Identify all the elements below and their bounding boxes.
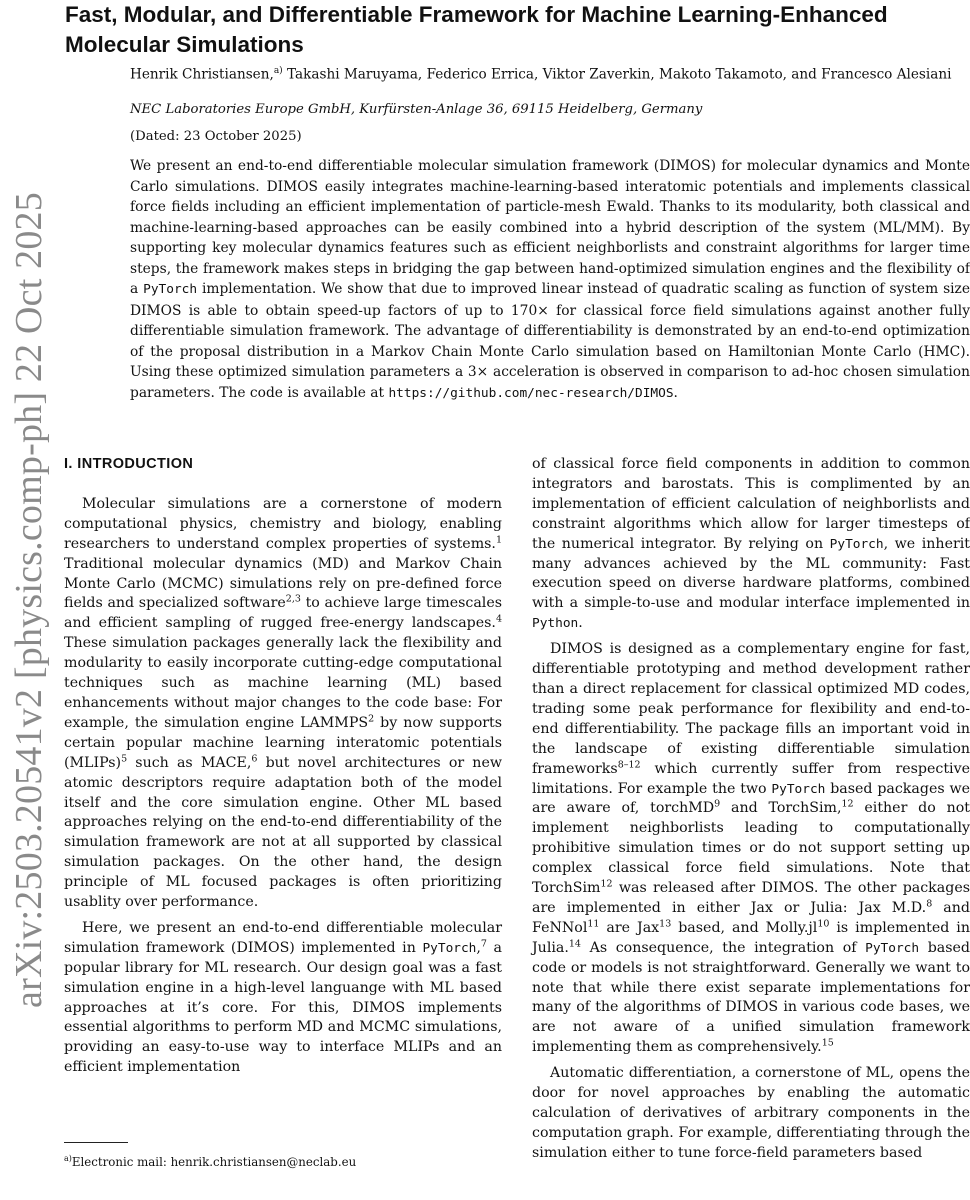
text-span: a popular library for ML research. Our design goal was a fast simulation engine in a high-level languange with ML based approaches at it’s core. For this, DIMOS implements essential algorithms to perform MD and MCMC simulations, providing an easy-to-use way to interface MLIPs and an efficient implementation xyxy=(64,939,502,1076)
citation-ref[interactable]: 1 xyxy=(495,533,502,545)
citation-ref[interactable]: 9 xyxy=(714,798,721,810)
code-pytorch: PyTorch xyxy=(422,940,477,956)
abstract-code-pytorch: PyTorch xyxy=(143,282,198,297)
citation-ref[interactable]: 4 xyxy=(495,613,502,625)
author-footnote-mark: a) xyxy=(273,66,283,76)
citation-ref[interactable]: 10 xyxy=(817,918,830,930)
right-column xyxy=(532,455,970,1164)
arxiv-identifier-stamp xyxy=(0,0,58,1200)
text-span: Here, we present an end-to-end differentiable molecular simulation framework (DIMOS) implemented in xyxy=(64,919,502,956)
date-line: (Dated: 23 October 2025) xyxy=(130,129,302,144)
paper-title: Fast, Modular, and Differentiable Framework for Machine Learning-Enhanced Molecular Simulations xyxy=(65,2,888,57)
text-span: Traditional molecular dynamics (MD) and Markov Chain Monte Carlo (MCMC) simulations rely on pre-defined force fields and specialized software xyxy=(64,555,502,612)
footnote-divider xyxy=(64,1142,128,1143)
text-span: such as MACE, xyxy=(127,754,252,771)
author-first: Henrik Christiansen, xyxy=(130,66,274,83)
text-span: was released after DIMOS. The other packages are implemented in either Jax or Julia: Jax M.D. xyxy=(532,880,970,916)
text-span: are Jax xyxy=(599,919,660,936)
citation-ref[interactable]: 2 xyxy=(368,713,375,725)
arxiv-identifier-text: arXiv:2503.20541v2 [physics.comp-ph] 22 Oct 2025 xyxy=(8,192,50,1008)
intro-paragraph-1 xyxy=(64,495,502,913)
text-span: As consequence, the integration of xyxy=(580,939,866,956)
author-rest: Takashi Maruyama, Federico Errica, Viktor Zaverkin, Makoto Takamoto, and Francesco Alesiani xyxy=(282,66,952,83)
footnote-mark: a) xyxy=(64,1154,72,1163)
text-span: These simulation packages generally lack the flexibility and modularity to easily incorporate cutting-edge computational techniques such as machine learning (ML) based enhancements without major changes to the code base: For example, the simulation engine LAMMPS xyxy=(64,635,502,731)
affiliation: NEC Laboratories Europe GmbH, Kurfürsten-Anlage 36, 69115 Heidelberg, Germany xyxy=(130,102,703,117)
citation-ref[interactable]: 8–12 xyxy=(617,758,641,770)
citation-ref[interactable]: 2,3 xyxy=(285,593,301,605)
code-python: Python xyxy=(532,616,579,632)
text-span: based code or models is not straightforward. Generally we want to note that while there exist separate implementations for many of the algorithms of DIMOS in various code bases, we are not aware of a unified simulation framework implementing them as comprehensively. xyxy=(532,939,970,1056)
left-column xyxy=(64,455,502,1078)
citation-ref[interactable]: 12 xyxy=(841,798,854,810)
citation-ref[interactable]: 11 xyxy=(587,918,600,930)
text-span: of classical force field components in addition to common integrators and barostats. This is complimented by an implementation of efficient calculation of neighborlists and constraint algorithms which allow for larger timesteps of the numerical integrator. By relying on xyxy=(532,456,970,552)
text-span: DIMOS is designed as a complementary engine for fast, differentiable prototyping and method development rather than a direct replacement for classical optimized MD codes, trading some peak performance for flexibility and end-to-end differentiability. The package fills an important void in the landscape of existing differentiable simulation frameworks xyxy=(532,641,970,777)
code-pytorch: PyTorch xyxy=(865,940,920,956)
text-span: based packages we are aware of, torchMD xyxy=(532,780,970,817)
abstract-text-3: . xyxy=(673,384,678,401)
text-span: based, and Molly.jl xyxy=(671,919,818,936)
text-span: is implemented in Julia. xyxy=(532,919,970,956)
text-span: by now supports certain popular machine learning interatomic potentials (MLIPs) xyxy=(64,714,502,771)
author-list xyxy=(130,62,960,84)
citation-ref[interactable]: 15 xyxy=(821,1037,834,1049)
text-span: . xyxy=(578,615,583,632)
intro-paragraph-2-continued xyxy=(532,455,970,634)
intro-paragraph-4: Automatic differentiation, a cornerstone of ML, opens the door for novel approaches by enabling the automatic calculation of derivatives of arbitrary components in the computation graph. For example, differentiating through the simulation either to tune force-field parameters based xyxy=(532,1065,970,1161)
footnote-text: Electronic mail: henrik.christiansen@neclab.eu xyxy=(71,1154,357,1169)
intro-paragraph-3 xyxy=(532,640,970,1058)
text-span: to achieve large timescales and efficient sampling of rugged free-energy landscapes. xyxy=(64,595,502,632)
citation-ref[interactable]: 13 xyxy=(659,918,672,930)
text-span: but novel architectures or new atomic descriptors require adaptation both of the model itself and the core simulation engine. Other ML based approaches relying on the end-to-end differentiability of the simulation framework are not at all supported by classical simulation packages. On the other hand, the design principle of ML focused packages is often prioritizing usablity over performance. xyxy=(64,754,502,911)
text-span: , we inherit many advances achieved by the ML community: Fast execution speed on diverse hardware platforms, combined with a simple-to-use and modular interface implemented in xyxy=(532,535,970,612)
citation-ref[interactable]: 5 xyxy=(121,752,128,764)
footnote xyxy=(64,1151,502,1170)
text-span: , xyxy=(476,939,481,956)
text-span: Molecular simulations are a cornerstone of modern computational physics, chemistry and biology, enabling researchers to understand complex properties of systems. xyxy=(64,495,502,552)
citation-ref[interactable]: 14 xyxy=(568,938,581,950)
citation-ref[interactable]: 7 xyxy=(480,938,487,950)
citation-ref[interactable]: 6 xyxy=(251,752,258,764)
code-pytorch: PyTorch xyxy=(771,781,826,797)
text-span: either do not implement neighborlists leading to computationally prohibitive simulation times or do not support setting up complex classical force field simulations. Note that TorchSim xyxy=(532,800,970,897)
text-span: which currently suffer from respective limitations. For example the two xyxy=(532,760,970,797)
citation-ref[interactable]: 8 xyxy=(926,898,933,910)
code-pytorch: PyTorch xyxy=(829,536,884,552)
text-span: and FeNNol xyxy=(532,899,970,936)
text-span: and TorchSim, xyxy=(720,800,842,817)
citation-ref[interactable]: 12 xyxy=(600,878,613,890)
intro-paragraph-2 xyxy=(64,919,502,1078)
abstract-text-2: implementation. We show that due to improved linear instead of quadratic scaling as function of system size DIMOS is able to obtain speed-up factors of up to 170× for classical force field simulations against another fully differentiable simulation framework. The advantage of differentiability is demonstrated by an end-to-end optimization of the proposal distribution in a Markov Chain Monte Carlo simulation based on Hamiltonian Monte Carlo (HMC). Using these optimized simulation parameters a 3× acceleration is observed in comparison to ad-hoc chosen simulation parameters. The code is available at xyxy=(130,281,970,401)
code-repository-link[interactable]: https://github.com/nec-research/DIMOS xyxy=(388,385,674,401)
abstract-text-1: We present an end-to-end differentiable molecular simulation framework (DIMOS) for molecular dynamics and Monte Carlo simulations. DIMOS easily integrates machine-learning-based interatomic potentials and implements classical force fields including an efficient implementation of particle-mesh Ewald. Thanks to its modularity, both classical and machine-learning-based approaches can be easily combined into a hybrid description of the system (ML/MM). By supporting key molecular dynamics features such as efficient neighborlists and constraint algorithms for larger time steps, the framework makes steps in bridging the gap between hand-optimized simulation engines and the flexibility of a xyxy=(130,158,970,297)
section-heading-introduction: I. INTRODUCTION xyxy=(64,456,194,472)
abstract xyxy=(130,156,970,404)
